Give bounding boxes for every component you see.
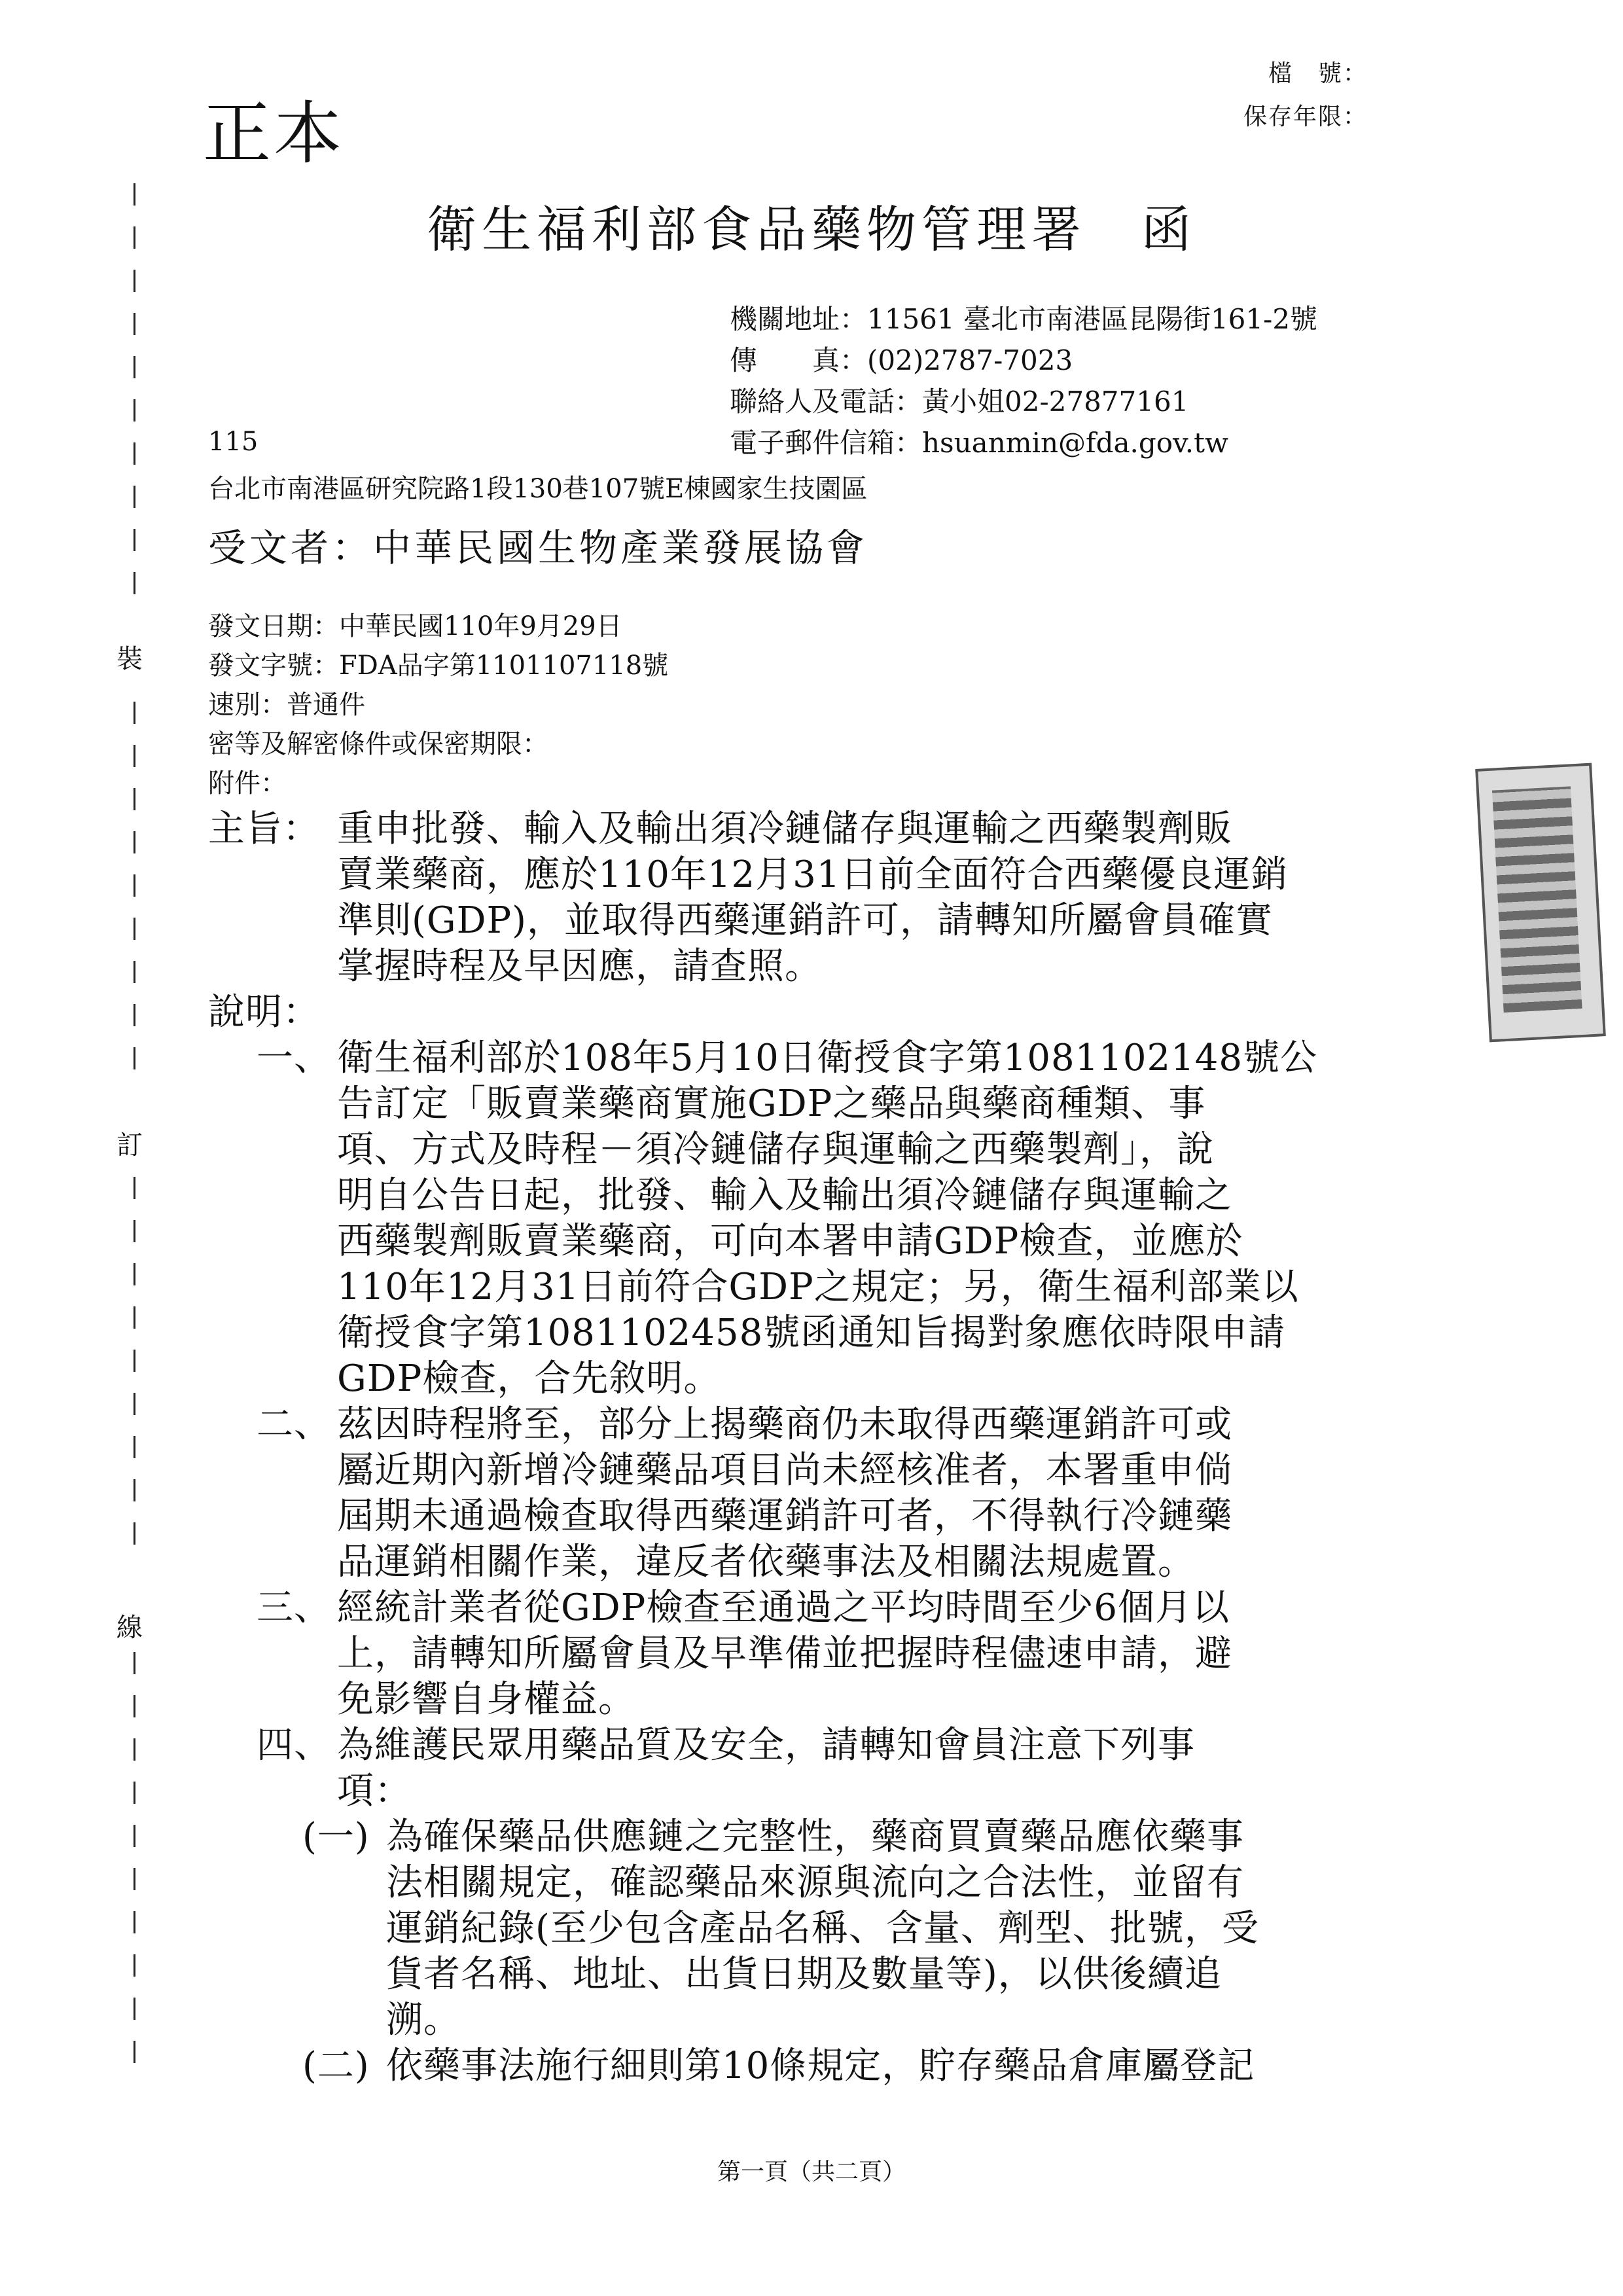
- side-seal-stamp: [1475, 763, 1606, 1043]
- sub-item-line: 法相關規定，確認藥品來源與流向之合法性，並留有: [386, 1861, 1244, 1904]
- sub-item-number: (一): [302, 1816, 370, 1858]
- item-line: 免影響自身權益。: [337, 1678, 635, 1721]
- binding-dash: [134, 874, 135, 897]
- binding-dash: [134, 1479, 135, 1501]
- item-line: 經統計業者從GDP檢查至通過之平均時間至少6個月以: [337, 1587, 1230, 1629]
- agency-address: 機關地址：11561 臺北市南港區昆陽街161-2號: [730, 303, 1318, 335]
- sub-item-line: 依藥事法施行細則第10條規定，貯存藥品倉庫屬登記: [386, 2045, 1255, 2087]
- binding-dash: [134, 399, 135, 422]
- binding-dash: [134, 1998, 135, 2020]
- urgency: 速別：普通件: [208, 690, 365, 720]
- binding-char-line: 線: [116, 1613, 143, 1643]
- binding-dash: [134, 1695, 135, 1717]
- binding-dash: [134, 1306, 135, 1329]
- binding-dash: [134, 788, 135, 810]
- original-copy-stamp: 正本: [203, 94, 345, 173]
- item-number: 二、: [257, 1403, 331, 1446]
- fax-number: 傳 真：(02)2787-7023: [730, 344, 1073, 376]
- binding-dash: [134, 1738, 135, 1761]
- binding-dash: [134, 442, 135, 465]
- item-number: 一、: [257, 1037, 331, 1079]
- document-title: 衛生福利部食品藥物管理署 函: [427, 200, 1196, 259]
- binding-dash: [134, 183, 135, 206]
- binding-dash: [134, 702, 135, 724]
- binding-dash: [134, 1177, 135, 1199]
- confidentiality: 密等及解密條件或保密期限：: [208, 729, 548, 759]
- item-line: 西藥製劑販賣業藥商，可向本署申請GDP檢查，並應於: [337, 1220, 1243, 1263]
- item-line: 明自公告日起，批發、輸入及輸出須冷鏈儲存與運輸之: [337, 1174, 1232, 1217]
- page-footer: 第一頁（共二頁）: [717, 2159, 906, 2185]
- binding-dash: [134, 961, 135, 983]
- binding-dash: [134, 1522, 135, 1545]
- binding-dash: [134, 2041, 135, 2063]
- item-line: 茲因時程將至，部分上揭藥商仍未取得西藥運銷許可或: [337, 1403, 1232, 1446]
- binding-dash: [134, 1782, 135, 1804]
- contact-person-phone: 聯絡人及電話：黃小姐02-27877161: [730, 386, 1189, 418]
- subject-line: 重申批發、輸入及輸出須冷鏈儲存與運輸之西藥製劑販: [337, 808, 1232, 850]
- binding-dash: [134, 1868, 135, 1890]
- binding-dash: [134, 486, 135, 508]
- binding-dash: [134, 745, 135, 767]
- document-number: 發文字號：FDA品字第1101107118號: [208, 651, 669, 681]
- sub-item-number: (二): [302, 2045, 370, 2087]
- item-line: 衛生福利部於108年5月10日衛授食字第1081102148號公: [337, 1037, 1318, 1079]
- item-line: 品運銷相關作業，違反者依藥事法及相關法規處置。: [337, 1541, 1195, 1583]
- file-number-label: 檔 號：: [1268, 60, 1368, 87]
- postal-code: 115: [208, 427, 259, 457]
- recipient: 受文者：中華民國生物產業發展協會: [208, 526, 868, 570]
- sub-item-line: 為確保藥品供應鏈之完整性，藥商買賣藥品應依藥事: [386, 1816, 1244, 1858]
- recipient-address: 台北市南港區研究院路1段130巷107號E棟國家生技園區: [208, 474, 868, 504]
- attachments: 附件：: [208, 768, 287, 798]
- binding-char-mount: 裝: [116, 644, 143, 674]
- subject-line: 掌握時程及早因應，請查照。: [337, 945, 822, 988]
- binding-dash: [134, 313, 135, 335]
- item-line: 衛授食字第1081102458號函通知旨揭對象應依時限申請: [337, 1312, 1286, 1354]
- issue-date: 發文日期：中華民國110年9月29日: [208, 611, 622, 641]
- binding-dash: [134, 1004, 135, 1026]
- item-line: 上，請轉知所屬會員及早準備並把握時程儘速申請，避: [337, 1632, 1232, 1675]
- subject-label: 主旨：: [208, 808, 320, 850]
- binding-dash: [134, 1047, 135, 1069]
- binding-dash: [134, 1220, 135, 1242]
- retention-period-label: 保存年限：: [1243, 103, 1368, 130]
- sub-item-line: 貨者名稱、地址、出貨日期及數量等)，以供後續追: [386, 1953, 1222, 1996]
- explanation-label: 說明：: [208, 991, 320, 1033]
- subject-line: 賣業藥商，應於110年12月31日前全面符合西藥優良運銷: [337, 853, 1289, 896]
- item-line: 項：: [337, 1770, 412, 1812]
- subject-line: 準則(GDP)，並取得西藥運銷許可，請轉知所屬會員確實: [337, 899, 1274, 942]
- sub-item-line: 運銷紀錄(至少包含產品名稱、含量、劑型、批號，受: [386, 1907, 1259, 1950]
- binding-dash: [134, 270, 135, 292]
- item-number: 四、: [257, 1724, 331, 1767]
- item-number: 三、: [257, 1587, 331, 1629]
- binding-dash: [134, 226, 135, 249]
- binding-dash: [134, 1393, 135, 1415]
- binding-dash: [134, 529, 135, 551]
- binding-dash: [134, 1652, 135, 1674]
- item-line: 屬近期內新增冷鏈藥品項目尚未經核准者，本署重申倘: [337, 1449, 1232, 1492]
- binding-dash: [134, 918, 135, 940]
- binding-dash: [134, 1825, 135, 1847]
- binding-dash: [134, 1263, 135, 1285]
- binding-dash: [134, 572, 135, 594]
- item-line: 屆期未通過檢查取得西藥運銷許可者，不得執行冷鏈藥: [337, 1495, 1232, 1537]
- binding-dash: [134, 356, 135, 378]
- item-line: 為維護民眾用藥品質及安全，請轉知會員注意下列事: [337, 1724, 1195, 1767]
- contact-email: 電子郵件信箱：hsuanmin@fda.gov.tw: [730, 427, 1228, 459]
- binding-dash: [134, 1350, 135, 1372]
- item-line: 告訂定「販賣業藥商實施GDP之藥品與藥商種類、事: [337, 1083, 1206, 1125]
- binding-dash: [134, 1911, 135, 1933]
- sub-item-line: 溯。: [386, 1999, 461, 2041]
- binding-dash: [134, 1436, 135, 1458]
- binding-dash: [134, 831, 135, 853]
- binding-char-bind: 訂: [116, 1130, 143, 1160]
- binding-dash: [134, 1954, 135, 1977]
- seal-pattern: [1492, 786, 1582, 1013]
- item-line: 項、方式及時程－須冷鏈儲存與運輸之西藥製劑」，說: [337, 1128, 1214, 1171]
- item-line: 110年12月31日前符合GDP之規定；另，衛生福利部業以: [337, 1266, 1299, 1308]
- item-line: GDP檢查，合先敘明。: [337, 1357, 721, 1400]
